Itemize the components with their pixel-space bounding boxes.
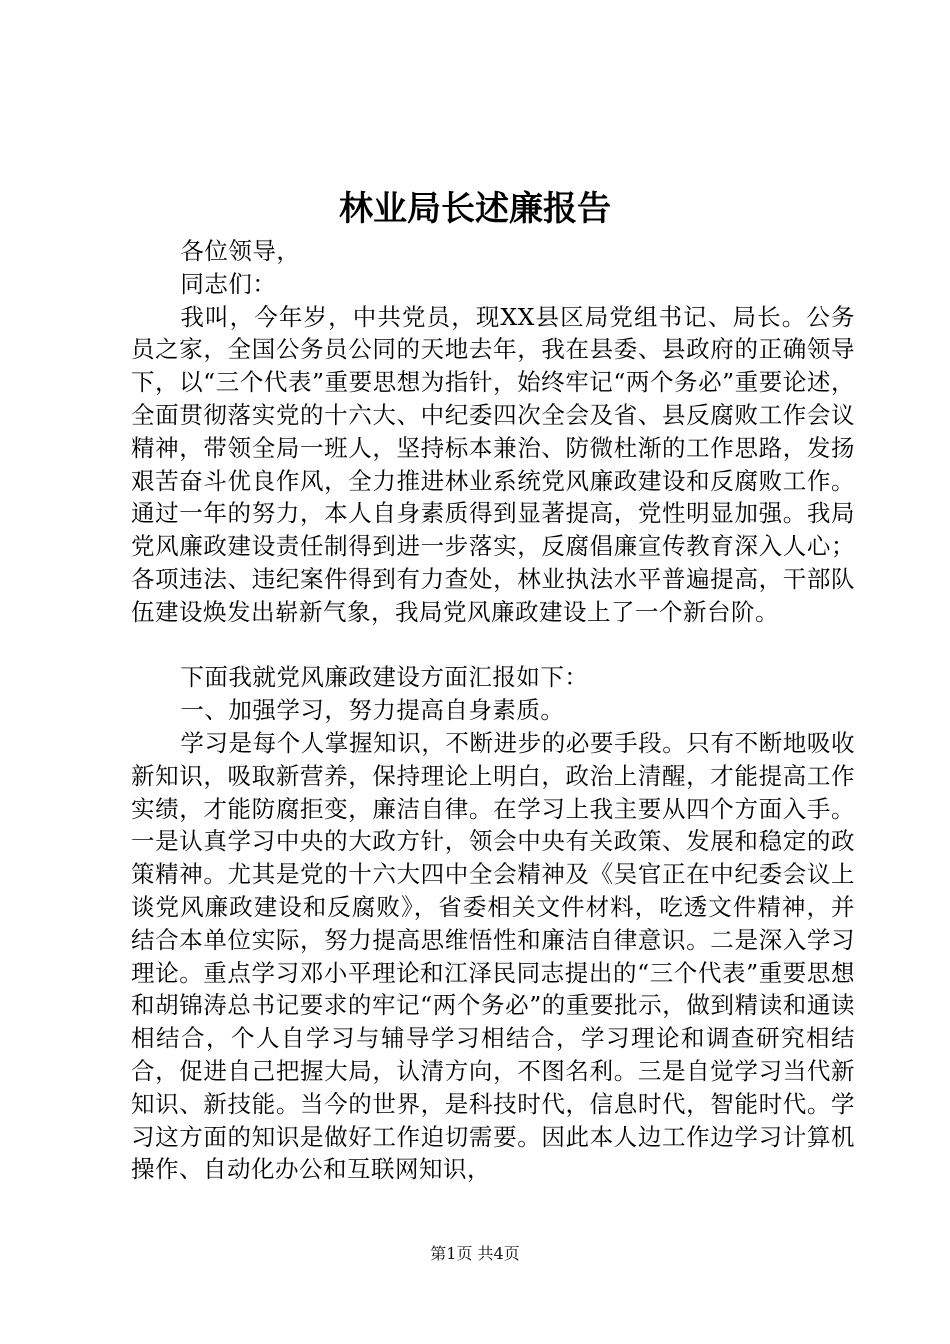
paragraph-introduction: 我叫，今年岁，中共党员，现XX县区局党组书记、局长。公务员之家，全国公务员公同的天地去年，我在县委、县政府的正确领导下，以“三个代表”重要思想为指针，始终牢记“两个务必”重要论述，全面贯彻落实党的十六大、中纪委四次全会及省、县反腐败工作会议精神，带领全局一班人，坚持标本兼治、防微杜渐的工作思路，发扬艰苦奋斗优良作风，全力推进林业系统党风廉政建设和反腐败工作。通过一年的努力，本人自身素质得到显著提高，党性明显加强。我局党风廉政建设责任制得到进一步落实，反腐倡廉宣传教育深入人心；各项违法、违纪案件得到有力查处，林业执法水平普遍提高，干部队伍建设焕发出崭新气象，我局党风廉政建设上了一个新台阶。: [131, 302, 855, 626]
paragraph-study: 学习是每个人掌握知识，不断进步的必要手段。只有不断地吸收新知识，吸取新营养，保持理论上明白，政治上清醒，才能提高工作实绩，才能防腐拒变，廉洁自律。在学习上我主要从四个方面入手。一是认真学习中央的大政方针，领会中央有关政策、发展和稳定的政策精神。尤其是党的十六大四中全会精神及《吴官正在中纪委会议上谈党风廉政建设和反腐败》，省委相关文件材料，吃透文件精神，并结合本单位实际，努力提高思维悟性和廉洁自律意识。二是深入学习理论。重点学习邓小平理论和江泽民同志提出的“三个代表”重要思想和胡锦涛总书记要求的牢记“两个务必”的重要批示，做到精读和通读相结合，个人自学习与辅导学习相结合，学习理论和调查研究相结合，促进自己把握大局，认清方向，不图名利。三是自觉学习当代新知识、新技能。当今的世界，是科技时代，信息时代，智能时代。学习这方面的知识是做好工作迫切需要。因此本人边工作边学习计算机操作、自动化办公和互联网知识，: [131, 728, 855, 1184]
salutation-leaders: 各位领导，: [180, 237, 301, 265]
salutation-comrades: 同志们：: [180, 269, 277, 298]
document-title: 林业局长述廉报告: [339, 189, 611, 229]
paragraph-report-lead: 下面我就党风廉政建设方面汇报如下：: [180, 663, 589, 692]
page-number-footer: 第1页 共4页: [430, 1244, 520, 1263]
section-heading-study: 一、加强学习，努力提高自身素质。: [180, 696, 565, 725]
document-body: [131, 235, 855, 1186]
